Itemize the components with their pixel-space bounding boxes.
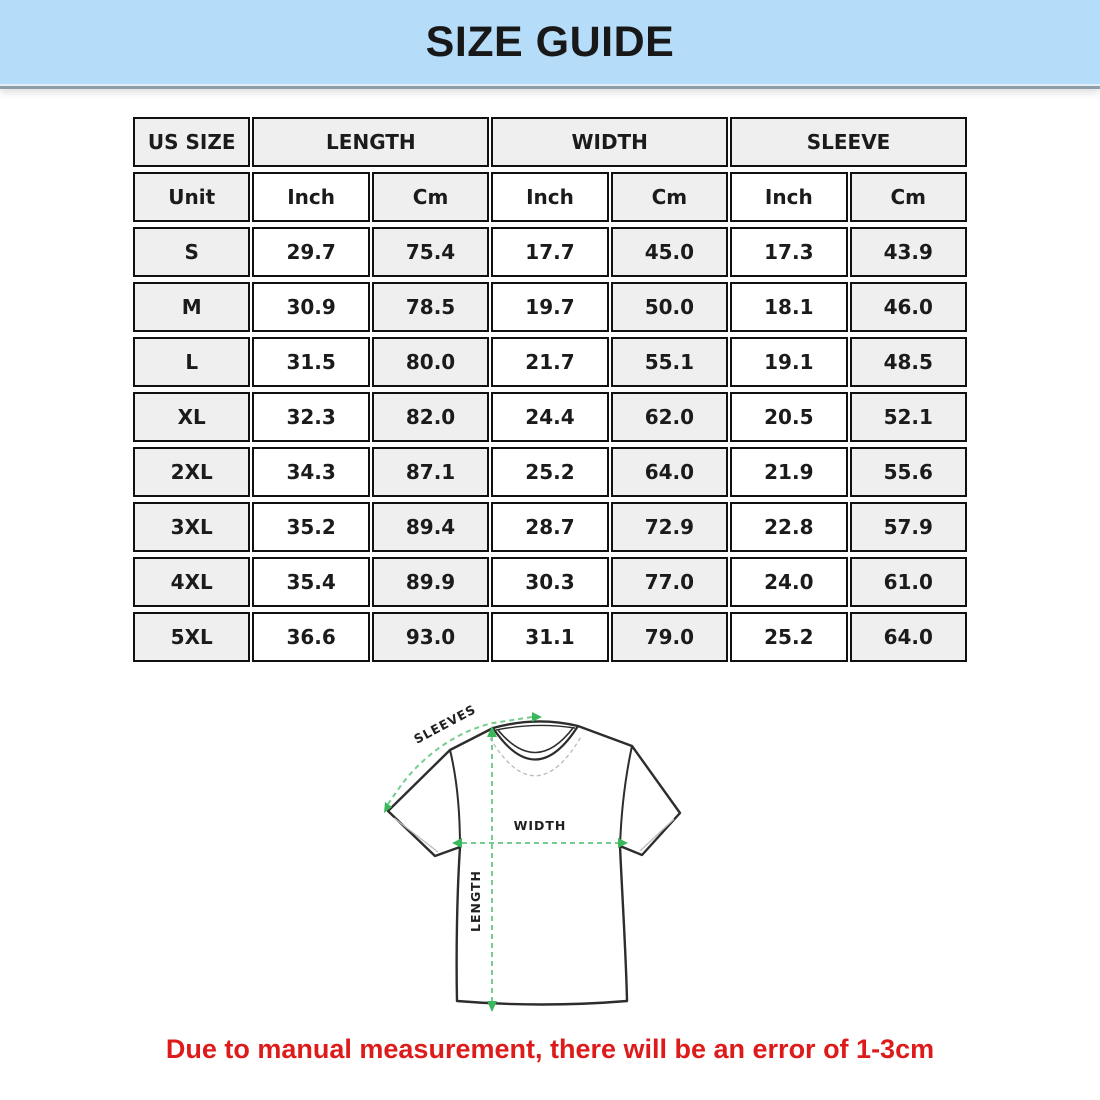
table-cell: 24.0 — [730, 557, 847, 607]
size-label-cell: L — [133, 337, 250, 387]
table-cell: 19.7 — [491, 282, 608, 332]
measurement-disclaimer: Due to manual measurement, there will be an error of 1-3cm — [165, 1034, 935, 1064]
table-row — [133, 612, 967, 662]
table-cell: 55.6 — [850, 447, 967, 497]
table-cell: 19.1 — [730, 337, 847, 387]
table-cell: 45.0 — [611, 227, 728, 277]
table-cell: 64.0 — [611, 447, 728, 497]
header-width: WIDTH — [491, 117, 728, 167]
page-title: SIZE GUIDE — [425, 17, 675, 66]
table-cell: 25.2 — [730, 612, 847, 662]
tshirt-diagram-svg — [340, 688, 760, 1018]
table-cell: 48.5 — [850, 337, 967, 387]
unit-cell: Unit — [133, 172, 250, 222]
header-sleeve: SLEEVE — [730, 117, 967, 167]
table-group-header-row — [133, 117, 967, 167]
size-label-cell: XL — [133, 392, 250, 442]
table-cell: 28.7 — [491, 502, 608, 552]
header-length: LENGTH — [252, 117, 489, 167]
table-unit-row — [133, 172, 967, 222]
size-label-cell: M — [133, 282, 250, 332]
table-cell: 61.0 — [850, 557, 967, 607]
sleeves-label: SLEEVES — [411, 701, 479, 747]
table-cell: 80.0 — [372, 337, 489, 387]
table-cell: 55.1 — [611, 337, 728, 387]
table-cell: 35.4 — [252, 557, 369, 607]
unit-cell: Inch — [730, 172, 847, 222]
size-label-cell: 2XL — [133, 447, 250, 497]
unit-cell: Cm — [850, 172, 967, 222]
size-label-cell: 5XL — [133, 612, 250, 662]
table-cell: 29.7 — [252, 227, 369, 277]
unit-cell: Inch — [491, 172, 608, 222]
table-cell: 36.6 — [252, 612, 369, 662]
unit-cell: Inch — [252, 172, 369, 222]
unit-cell: Cm — [372, 172, 489, 222]
table-cell: 17.3 — [730, 227, 847, 277]
table-cell: 18.1 — [730, 282, 847, 332]
size-label-cell: 4XL — [133, 557, 250, 607]
table-cell: 35.2 — [252, 502, 369, 552]
table-cell: 34.3 — [252, 447, 369, 497]
table-cell: 75.4 — [372, 227, 489, 277]
table-row — [133, 447, 967, 497]
table-cell: 25.2 — [491, 447, 608, 497]
table-cell: 24.4 — [491, 392, 608, 442]
table-row — [133, 227, 967, 277]
table-cell: 89.4 — [372, 502, 489, 552]
table-cell: 57.9 — [850, 502, 967, 552]
table-cell: 64.0 — [850, 612, 967, 662]
tshirt-measurement-diagram — [340, 688, 760, 1018]
table-cell: 43.9 — [850, 227, 967, 277]
table-cell: 17.7 — [491, 227, 608, 277]
table-cell: 32.3 — [252, 392, 369, 442]
table-cell: 50.0 — [611, 282, 728, 332]
table-cell: 72.9 — [611, 502, 728, 552]
table-row — [133, 337, 967, 387]
table-row — [133, 282, 967, 332]
table-cell: 52.1 — [850, 392, 967, 442]
header-us-size: US SIZE — [133, 117, 250, 167]
table-cell: 31.5 — [252, 337, 369, 387]
table-cell: 79.0 — [611, 612, 728, 662]
table-cell: 21.9 — [730, 447, 847, 497]
table-cell: 30.9 — [252, 282, 369, 332]
size-label-cell: S — [133, 227, 250, 277]
table-cell: 31.1 — [491, 612, 608, 662]
length-label: LENGTH — [468, 870, 483, 932]
unit-cell: Cm — [611, 172, 728, 222]
width-label: WIDTH — [513, 818, 567, 833]
table-row — [133, 392, 967, 442]
table-cell: 93.0 — [372, 612, 489, 662]
table-cell: 77.0 — [611, 557, 728, 607]
title-banner — [0, 0, 1100, 86]
table-cell: 78.5 — [372, 282, 489, 332]
size-label-cell: 3XL — [133, 502, 250, 552]
table-cell: 89.9 — [372, 557, 489, 607]
table-cell: 21.7 — [491, 337, 608, 387]
table-cell: 87.1 — [372, 447, 489, 497]
table-cell: 62.0 — [611, 392, 728, 442]
tshirt-outline — [388, 721, 680, 1004]
table-row — [133, 557, 967, 607]
table-cell: 82.0 — [372, 392, 489, 442]
table-cell: 20.5 — [730, 392, 847, 442]
table-cell: 30.3 — [491, 557, 608, 607]
table-cell: 22.8 — [730, 502, 847, 552]
table-row — [133, 502, 967, 552]
table-cell: 46.0 — [850, 282, 967, 332]
size-table — [131, 112, 969, 667]
